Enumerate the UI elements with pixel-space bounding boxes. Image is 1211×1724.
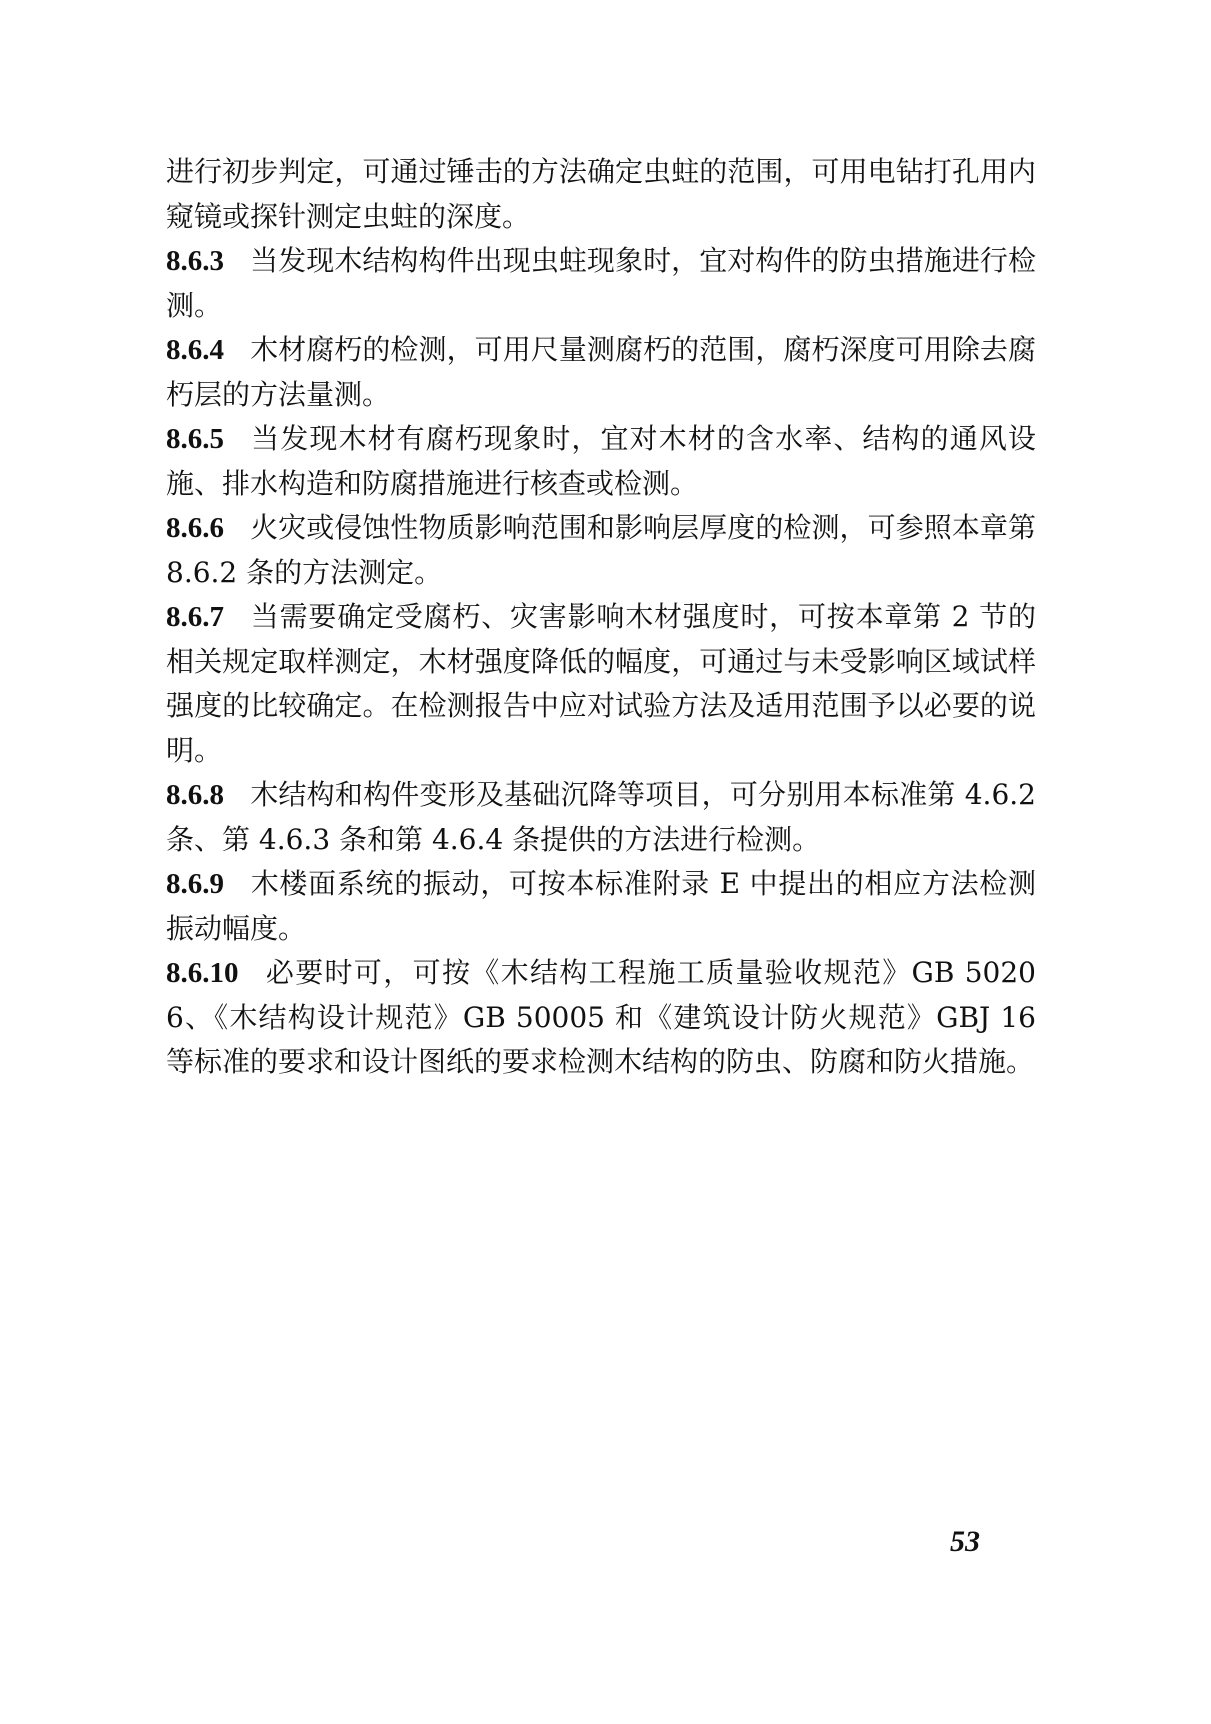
clause-number: 8.6.8 [166,779,224,811]
clause-8-6-9 [166,862,1036,951]
paragraph-text: 进行初步判定，可通过锤击的方法确定虫蛀的范围，可用电钻打孔用内窥镜或探针测定虫蛀的深度。 [166,155,1036,233]
clause-8-6-6 [166,506,1036,595]
clause-8-6-10 [166,951,1036,1085]
page-number: 53 [950,1525,980,1558]
clause-8-6-8 [166,773,1036,862]
clause-number: 8.6.9 [166,868,224,900]
clause-text: 火灾或侵蚀性物质影响范围和影响层厚度的检测，可参照本章第 8.6.2 条的方法测定。 [166,511,1036,589]
clause-number: 8.6.10 [166,957,239,989]
clause-number: 8.6.7 [166,601,224,633]
clause-text: 木材腐朽的检测，可用尺量测腐朽的范围，腐朽深度可用除去腐朽层的方法量测。 [166,333,1036,411]
clause-text: 木结构和构件变形及基础沉降等项目，可分别用本标准第 4.6.2 条、第 4.6.3 条和第 4.6.4 条提供的方法进行检测。 [166,778,1036,856]
clause-8-6-7 [166,595,1036,773]
clause-number: 8.6.3 [166,245,224,277]
clause-8-6-4 [166,328,1036,417]
clause-number: 8.6.5 [166,423,224,455]
clause-number: 8.6.4 [166,334,224,366]
clause-text: 当发现木材有腐朽现象时，宜对木材的含水率、结构的通风设施、排水构造和防腐措施进行核查或检测。 [166,422,1036,500]
body-text [166,150,1036,1085]
paragraph-continued [166,150,1036,239]
clause-8-6-5 [166,417,1036,506]
clause-text: 当需要确定受腐朽、灾害影响木材强度时，可按本章第 2 节的相关规定取样测定，木材强度降低的幅度，可通过与未受影响区域试样强度的比较确定。在检测报告中应对试验方法及适用范围予以必要的说明。 [166,600,1036,767]
clause-text: 必要时可，可按《木结构工程施工质量验收规范》GB 50206、《木结构设计规范》GB 50005 和《建筑设计防火规范》GBJ 16 等标准的要求和设计图纸的要求检测木结构的防虫、防腐和防火措施。 [166,956,1036,1078]
clause-text: 木楼面系统的振动，可按本标准附录 E 中提出的相应方法检测振动幅度。 [166,867,1036,945]
clause-8-6-3 [166,239,1036,328]
clause-number: 8.6.6 [166,512,224,544]
clause-text: 当发现木结构构件出现虫蛀现象时，宜对构件的防虫措施进行检测。 [166,244,1036,322]
